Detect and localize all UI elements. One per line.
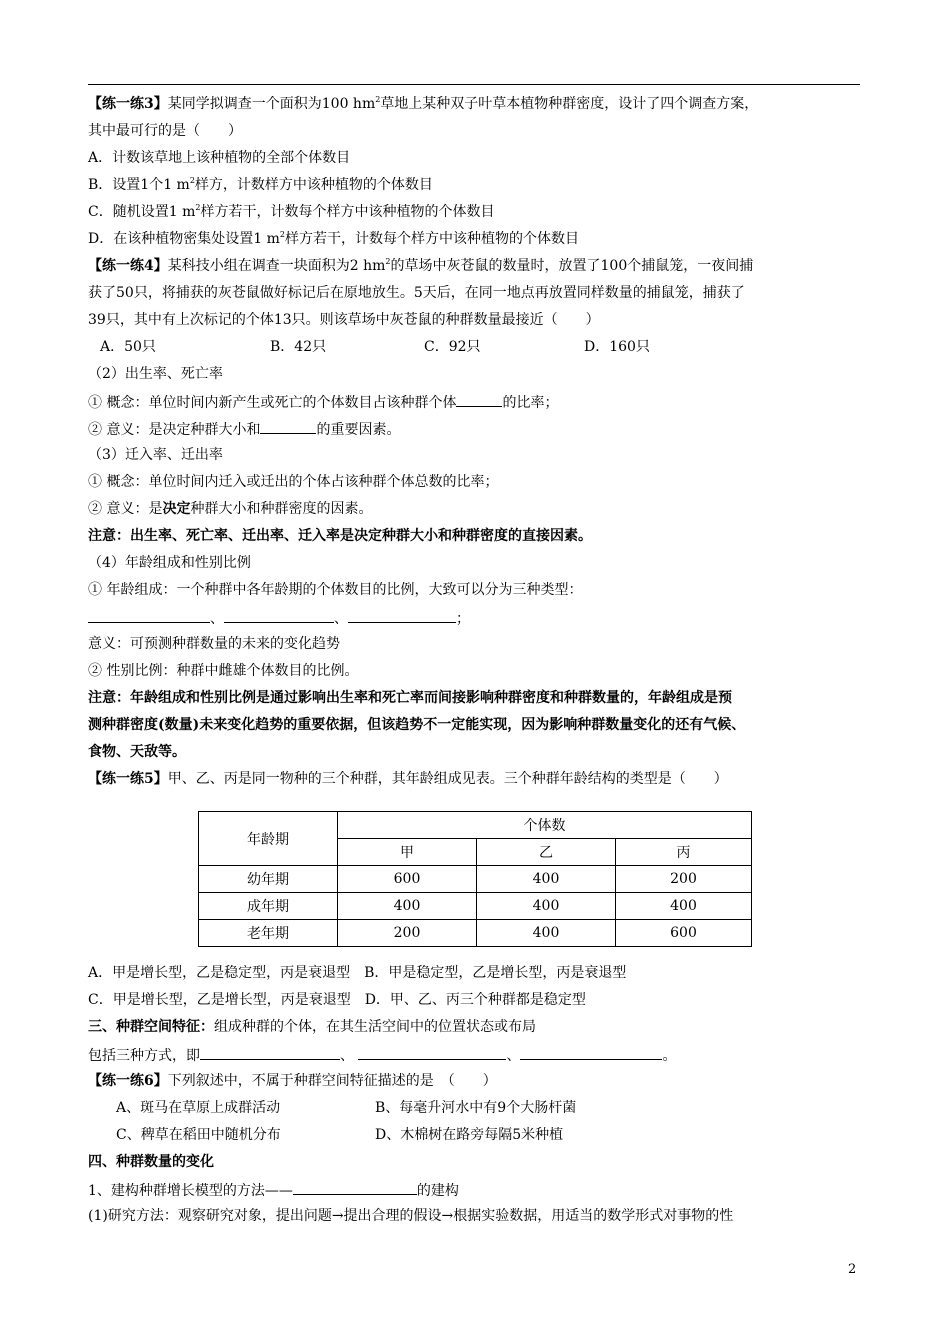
section-migration-title: （3）迁入率、迁出率: [88, 447, 223, 463]
table-cell: 400: [616, 893, 752, 920]
birth-death-concept: ① 概念：单位时间内新产生或死亡的个体数目占该种群个体 的比率；: [88, 391, 558, 411]
exercise-6-stem: 【练一练6】下列叙述中，不属于种群空间特征描述的是 （ ）: [88, 1073, 497, 1089]
exercise-5-stem: 【练一练5】甲、乙、丙是同一物种的三个种群，其年龄组成见表。三个种群年龄结构的类型是（ ）: [88, 771, 728, 787]
table-header-age-period: 年龄期: [199, 812, 338, 866]
table-cell: 600: [616, 920, 752, 947]
model-method: 1、建构种群增长模型的方法—— 的建构: [88, 1179, 459, 1199]
exercise-5-options-ab: A．甲是增长型，乙是稳定型，丙是衰退型 B．甲是稳定型，乙是增长型，丙是衰退型: [88, 965, 627, 981]
table-row: [199, 866, 752, 893]
exercise-3-stem-cont: 其中最可行的是（ ）: [88, 123, 242, 139]
section-birth-death-title: （2）出生率、死亡率: [88, 366, 223, 382]
note-age-sex-1: 注意：年龄组成和性别比例是通过影响出生率和死亡率而间接影响种群密度和种群数量的，年龄组成是预: [88, 690, 732, 706]
page-number: 2: [848, 1262, 857, 1277]
table-cell: 400: [477, 866, 616, 893]
age-structure-meaning: 意义：可预测种群数量的未来的变化趋势: [88, 636, 340, 652]
birth-death-meaning: ② 意义：是决定种群大小和 的重要因素。: [88, 418, 400, 438]
note-age-sex-3: 食物、天敌等。: [88, 744, 186, 760]
exercise-4-stem: 【练一练4】某科技小组在调查一块面积为2 $hm^2$的草场中灰苍鼠的数量时，放置了100个捕鼠笼，一夜间捕: [88, 257, 754, 274]
table-cell: 200: [338, 920, 477, 947]
exercise-4-option-b: B．42只: [270, 339, 327, 355]
fill-blank[interactable]: [224, 607, 334, 623]
sex-ratio-definition: ② 性别比例：种群中雌雄个体数目的比例。: [88, 663, 359, 679]
fill-blank[interactable]: [260, 418, 316, 434]
table-col-jia: 甲: [338, 839, 477, 866]
exercise-3-option-b: B．设置1个1 $m^2$样方，计数样方中该种植物的个体数目: [88, 176, 433, 193]
exercise-4-option-d: D．160只: [584, 339, 650, 355]
table-col-yi: 乙: [477, 839, 616, 866]
exercise-4-stem-cont2: 39只，其中有上次标记的个体13只。则该草场中灰苍鼠的种群数量最接近（ ）: [88, 312, 600, 328]
table-row-label: 老年期: [199, 920, 338, 947]
table-cell: 600: [338, 866, 477, 893]
age-structure-definition: ① 年龄组成：一个种群中各年龄期的个体数目的比例，大致可以分为三种类型：: [88, 582, 583, 598]
exercise-4-stem-cont: 获了50只，将捕获的灰苍鼠做好标记后在原地放生。5天后，在同一地点再放置同样数量的捕鼠笼，捕获了: [88, 285, 745, 301]
fill-blank[interactable]: [348, 607, 456, 623]
fill-blank[interactable]: [88, 607, 210, 623]
migration-meaning: ② 意义：是决定种群大小和种群密度的因素。: [88, 501, 373, 517]
migration-concept: ① 概念：单位时间内迁入或迁出的个体占该种群个体总数的比率；: [88, 474, 499, 490]
fill-blank[interactable]: [293, 1179, 417, 1195]
exercise-6-option-b: B、每毫升河水中有9个大肠杆菌: [375, 1100, 577, 1116]
exercise-6-option-a: A、斑马在草原上成群活动: [116, 1100, 281, 1116]
table-row-label: 成年期: [199, 893, 338, 920]
age-structure-table: [198, 811, 752, 947]
section-population-change-title: 四、种群数量的变化: [88, 1154, 214, 1170]
fill-blank[interactable]: [358, 1044, 506, 1060]
fill-blank[interactable]: [200, 1044, 340, 1060]
exercise-6-option-c: C、稗草在稻田中随机分布: [116, 1127, 281, 1143]
header-rule: [88, 84, 860, 85]
table-cell: 400: [477, 920, 616, 947]
research-method: (1)研究方法：观察研究对象，提出问题→提出合理的假设→根据实验数据，用适当的数学形式对事物的性: [88, 1208, 734, 1224]
table-cell: 200: [616, 866, 752, 893]
spatial-blanks: 包括三种方式，即 、 、 。: [88, 1044, 676, 1064]
exercise-4-option-c: C．92只: [424, 339, 481, 355]
table-row-label: 幼年期: [199, 866, 338, 893]
section-age-sex-title: （4）年龄组成和性别比例: [88, 555, 251, 571]
age-structure-blanks: 、 、 ；: [88, 607, 470, 627]
table-row: [199, 893, 752, 920]
exercise-5-options-cd: C．甲是增长型，乙是增长型，丙是衰退型 D．甲、乙、丙三个种群都是稳定型: [88, 992, 586, 1008]
table-cell: 400: [477, 893, 616, 920]
note-age-sex-2: 测种群密度(数量)未来变化趋势的重要依据，但该趋势不一定能实现，因为影响种群数量变化的还有气候、: [88, 717, 746, 733]
fill-blank[interactable]: [520, 1044, 662, 1060]
table-row: [199, 920, 752, 947]
exercise-3-stem: 【练一练3】某同学拟调查一个面积为100 $hm^2$草地上某种双子叶草本植物种群密度，设计了四个调查方案，: [88, 95, 759, 112]
exercise-6-option-d: D、木棉树在路旁每隔5米种植: [375, 1127, 564, 1143]
fill-blank[interactable]: [456, 391, 502, 407]
exercise-3-option-a: A．计数该草地上该种植物的全部个体数目: [88, 150, 351, 166]
section-spatial-title: 三、种群空间特征：组成种群的个体，在其生活空间中的位置状态或布局: [88, 1019, 536, 1035]
table-header-count: 个体数: [338, 812, 752, 839]
table-col-bing: 丙: [616, 839, 752, 866]
note-direct-factors: 注意：出生率、死亡率、迁出率、迁入率是决定种群大小和种群密度的直接因素。: [88, 528, 592, 544]
table-cell: 400: [338, 893, 477, 920]
exercise-3-option-d: D．在该种植物密集处设置1 $m^2$样方若干，计数每个样方中该种植物的个体数目: [88, 230, 579, 247]
exercise-3-option-c: C．随机设置1 $m^2$样方若干，计数每个样方中该种植物的个体数目: [88, 203, 495, 220]
exercise-4-option-a: A．50只: [100, 339, 156, 355]
